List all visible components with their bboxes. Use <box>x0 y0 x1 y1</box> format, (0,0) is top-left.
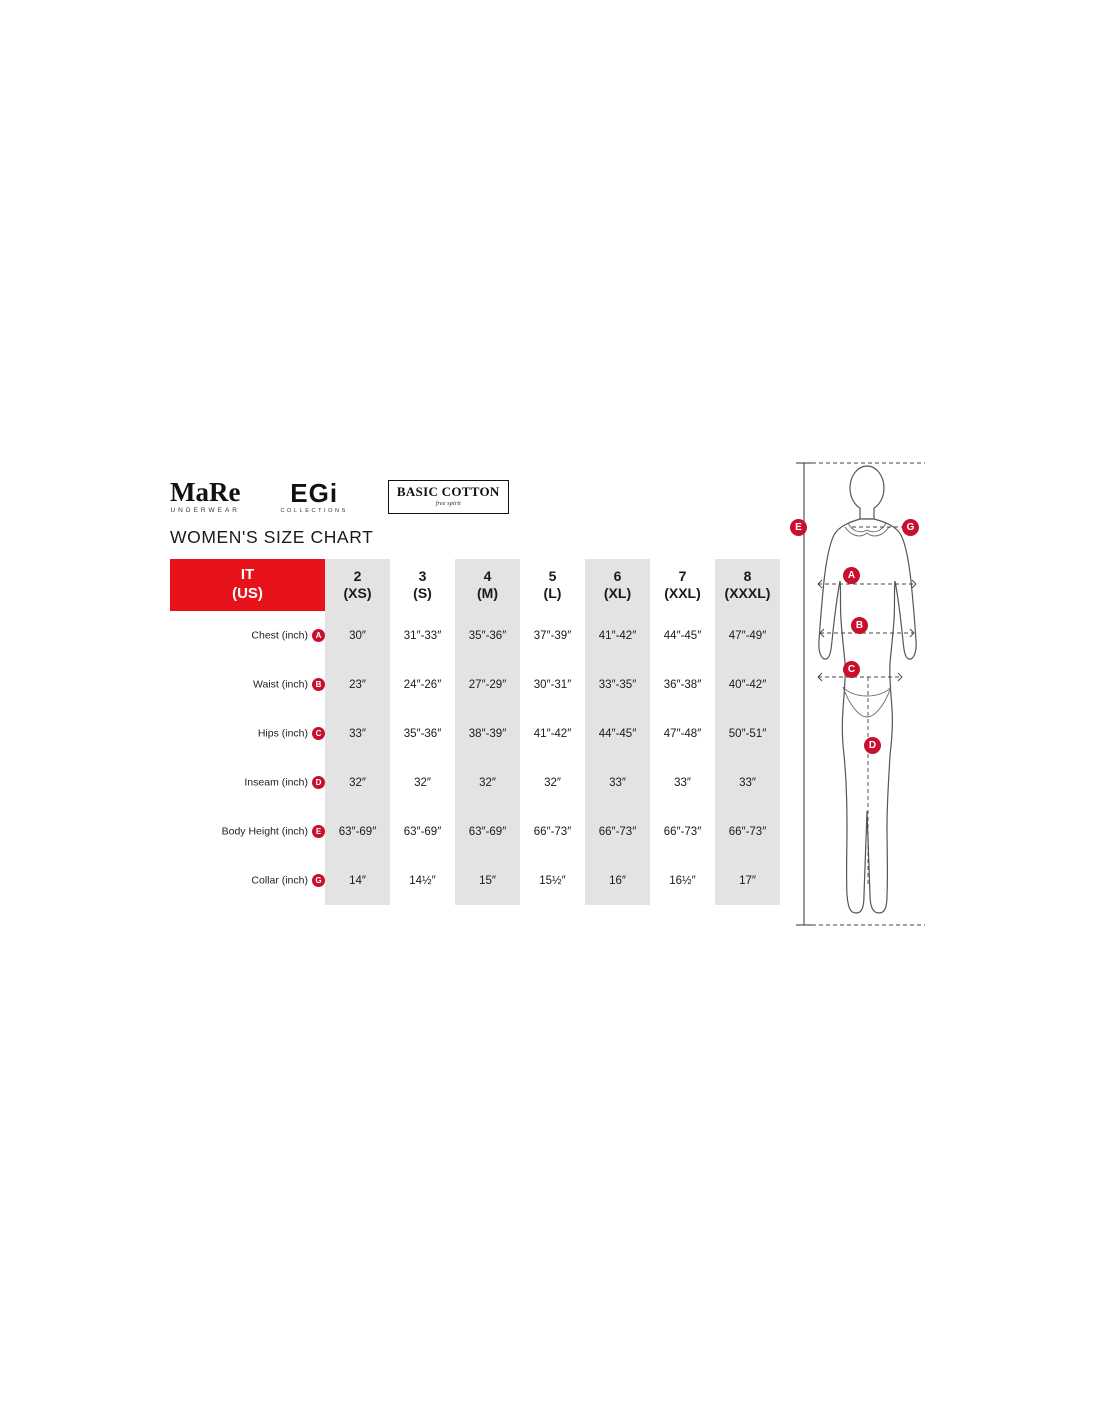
logo-egi-text: EGi <box>290 477 339 508</box>
cell-collar-3: 14½″ <box>390 856 455 905</box>
row-label-hips-text: Hips (inch) <box>257 727 308 740</box>
cell-collar-8: 17″ <box>715 856 780 905</box>
row-badge-e-icon: E <box>312 825 325 838</box>
header-size-8-us: (XXXL) <box>724 585 771 601</box>
header-size-2 <box>325 559 390 611</box>
cell-body-height-2: 63″-69″ <box>325 807 390 856</box>
logo-basic-cotton <box>388 480 509 514</box>
header-size-8 <box>715 559 780 611</box>
cell-waist-3: 24″-26″ <box>390 660 455 709</box>
cell-collar-7: 16½″ <box>650 856 715 905</box>
logo-egi <box>280 477 348 515</box>
table-row <box>170 611 780 660</box>
cell-waist-8: 40″-42″ <box>715 660 780 709</box>
header-size-2-number: 2 <box>353 567 362 584</box>
row-badge-a-icon: A <box>312 629 325 642</box>
figure-badge-g-icon: G <box>902 519 919 536</box>
cell-inseam-5: 32″ <box>520 758 585 807</box>
cell-hips-6: 44″-45″ <box>585 709 650 758</box>
header-size-4 <box>455 559 520 611</box>
cell-body-height-3: 63″-69″ <box>390 807 455 856</box>
cell-body-height-7: 66″-73″ <box>650 807 715 856</box>
row-label-waist-text: Waist (inch) <box>252 678 308 691</box>
row-label-body-height-text: Body Height (inch) <box>221 825 308 838</box>
header-size-3-us: (S) <box>413 585 432 601</box>
header-size-5 <box>520 559 585 611</box>
header-it-us <box>170 559 325 611</box>
row-label-waist <box>170 660 325 709</box>
female-body-diagram-icon <box>790 455 945 960</box>
table-row <box>170 758 780 807</box>
header-it-line1: IT <box>240 566 255 584</box>
table-row <box>170 660 780 709</box>
cell-waist-7: 36″-38″ <box>650 660 715 709</box>
header-size-7-number: 7 <box>678 567 687 584</box>
figure-badge-c-icon: C <box>843 661 860 678</box>
cell-chest-2: 30″ <box>325 611 390 660</box>
cell-waist-6: 33″-35″ <box>585 660 650 709</box>
header-size-6-number: 6 <box>613 567 622 584</box>
logo-egi-subtext: COLLECTIONS <box>280 507 348 514</box>
cell-chest-7: 44″-45″ <box>650 611 715 660</box>
cell-hips-2: 33″ <box>325 709 390 758</box>
cell-waist-2: 23″ <box>325 660 390 709</box>
row-label-body-height <box>170 807 325 856</box>
row-badge-g-icon: G <box>312 874 325 887</box>
header-size-2-us: (XS) <box>343 585 372 601</box>
size-chart-table <box>170 559 780 905</box>
cell-hips-5: 41″-42″ <box>520 709 585 758</box>
cell-collar-2: 14″ <box>325 856 390 905</box>
cell-collar-4: 15″ <box>455 856 520 905</box>
row-label-collar-text: Collar (inch) <box>251 874 308 887</box>
table-row <box>170 709 780 758</box>
logo-mare <box>170 479 240 515</box>
logo-basic-cotton-subtext: free spirit <box>435 500 461 508</box>
body-measurement-figure <box>790 455 945 960</box>
figure-badge-d-icon: D <box>864 737 881 754</box>
cell-chest-4: 35″-36″ <box>455 611 520 660</box>
header-size-6-us: (XL) <box>603 585 632 601</box>
header-size-3 <box>390 559 455 611</box>
table-header-row <box>170 559 780 611</box>
header-size-4-us: (M) <box>477 585 498 601</box>
cell-body-height-4: 63″-69″ <box>455 807 520 856</box>
page-title: WOMEN'S SIZE CHART <box>170 527 374 547</box>
cell-inseam-6: 33″ <box>585 758 650 807</box>
row-badge-d-icon: D <box>312 776 325 789</box>
header-size-5-us: (L) <box>543 585 562 601</box>
cell-body-height-8: 66″-73″ <box>715 807 780 856</box>
row-label-chest-text: Chest (inch) <box>251 629 308 642</box>
header-size-7 <box>650 559 715 611</box>
header-size-8-number: 8 <box>743 567 752 584</box>
cell-chest-8: 47″-49″ <box>715 611 780 660</box>
cell-collar-5: 15½″ <box>520 856 585 905</box>
header-size-3-number: 3 <box>418 567 427 584</box>
cell-hips-4: 38″-39″ <box>455 709 520 758</box>
cell-waist-4: 27″-29″ <box>455 660 520 709</box>
logo-mare-subtext: UNDERWEAR <box>170 507 240 515</box>
cell-hips-7: 47″-48″ <box>650 709 715 758</box>
figure-badge-b-icon: B <box>851 617 868 634</box>
figure-badge-e-icon: E <box>790 519 807 536</box>
cell-hips-3: 35″-36″ <box>390 709 455 758</box>
row-label-inseam <box>170 758 325 807</box>
cell-hips-8: 50″-51″ <box>715 709 780 758</box>
row-label-collar <box>170 856 325 905</box>
header-size-6 <box>585 559 650 611</box>
row-label-inseam-text: Inseam (inch) <box>244 776 308 789</box>
row-badge-c-icon: C <box>312 727 325 740</box>
table-row <box>170 856 780 905</box>
header-it-line2: (US) <box>232 585 263 602</box>
figure-badge-a-icon: A <box>843 567 860 584</box>
row-label-chest <box>170 611 325 660</box>
cell-chest-5: 37″-39″ <box>520 611 585 660</box>
header-size-7-us: (XXL) <box>664 585 701 601</box>
cell-inseam-3: 32″ <box>390 758 455 807</box>
header-size-4-number: 4 <box>483 567 492 584</box>
cell-body-height-6: 66″-73″ <box>585 807 650 856</box>
cell-chest-3: 31″-33″ <box>390 611 455 660</box>
row-label-hips <box>170 709 325 758</box>
cell-collar-6: 16″ <box>585 856 650 905</box>
logo-basic-cotton-text: BASIC COTTON <box>396 484 500 500</box>
cell-inseam-8: 33″ <box>715 758 780 807</box>
cell-chest-6: 41″-42″ <box>585 611 650 660</box>
brand-logo-row <box>170 473 509 521</box>
header-size-5-number: 5 <box>548 567 557 584</box>
cell-inseam-2: 32″ <box>325 758 390 807</box>
table-row <box>170 807 780 856</box>
cell-body-height-5: 66″-73″ <box>520 807 585 856</box>
logo-mare-text: MaRe <box>170 477 241 508</box>
cell-inseam-7: 33″ <box>650 758 715 807</box>
cell-waist-5: 30″-31″ <box>520 660 585 709</box>
size-chart-card <box>155 455 945 960</box>
cell-inseam-4: 32″ <box>455 758 520 807</box>
row-badge-b-icon: B <box>312 678 325 691</box>
